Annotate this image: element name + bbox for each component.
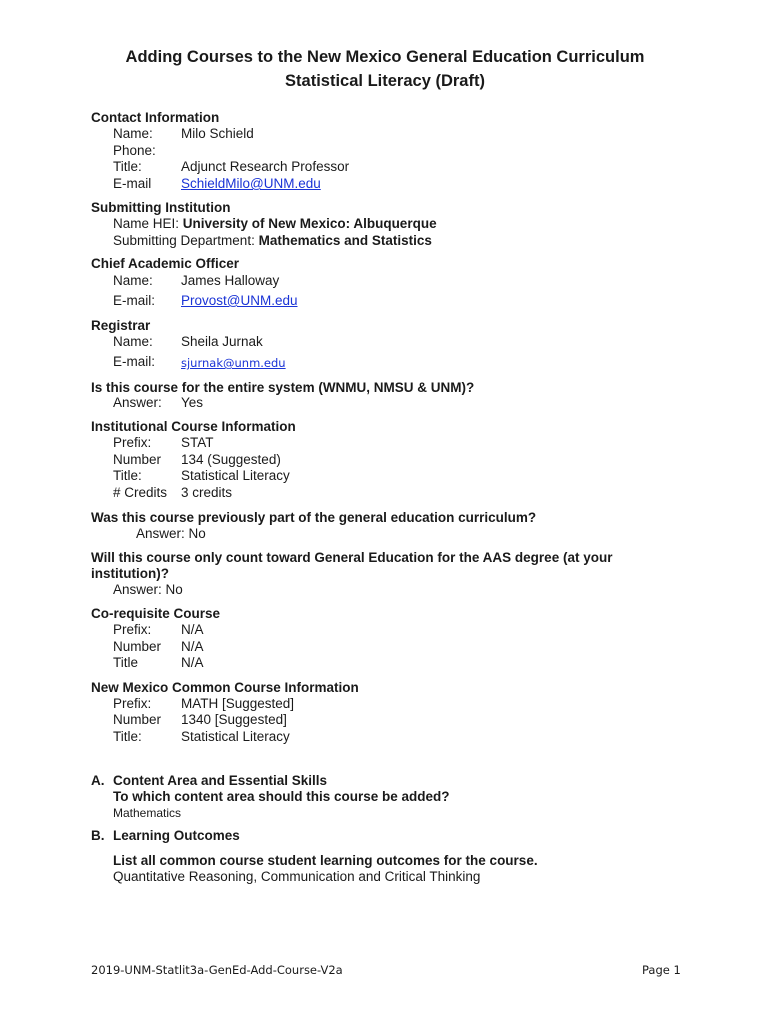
section-b-question: List all common course student learning outcomes for the course.: [113, 853, 538, 868]
previous-answer: Answer: No: [136, 526, 206, 541]
cao-name-label: Name:: [113, 273, 153, 288]
section-b-heading: Learning Outcomes: [113, 828, 240, 843]
contact-phone-label: Phone:: [113, 143, 156, 158]
section-a-answer: Mathematics: [113, 806, 182, 820]
coreq-title-label: Title: [113, 655, 139, 670]
registrar-heading: Registrar: [91, 318, 151, 333]
coreq-heading: Co-requisite Course: [91, 606, 221, 621]
nmcommon-prefix-label: Prefix:: [113, 696, 152, 711]
system-question: Is this course for the entire system (WNMU, NMSU & UNM)?: [91, 380, 475, 395]
footer-page-number: Page 1: [642, 963, 681, 977]
institutional-title: Statistical Literacy: [181, 468, 290, 483]
document-title-line1: Adding Courses to the New Mexico General Education Curriculum: [125, 48, 645, 66]
coreq-number: N/A: [181, 639, 204, 654]
institution-dept: Mathematics and Statistics: [258, 233, 432, 248]
institutional-number: 134 (Suggested): [181, 452, 281, 467]
contact-email-label: E-mail: [113, 176, 152, 191]
contact-email-link[interactable]: SchieldMilo@UNM.edu: [181, 176, 321, 191]
footer-doc-id: 2019-UNM-Statlit3a-GenEd-Add-Course-V2a: [91, 963, 343, 977]
contact-heading: Contact Information: [91, 110, 220, 125]
contact-title: Adjunct Research Professor: [181, 159, 350, 174]
institutional-credits-label: # Credits: [113, 485, 168, 500]
institution-heading: Submitting Institution: [91, 200, 231, 215]
cao-email-link[interactable]: Provost@UNM.edu: [181, 293, 298, 308]
aas-answer: Answer: No: [113, 582, 183, 597]
document-title-line2: Statistical Literacy (Draft): [285, 72, 485, 90]
institutional-prefix: STAT: [181, 435, 214, 450]
institutional-credits: 3 credits: [181, 485, 233, 500]
system-answer: Yes: [181, 395, 204, 410]
institutional-number-label: Number: [113, 452, 162, 467]
cao-name: James Halloway: [181, 273, 280, 288]
nmcommon-prefix: MATH [Suggested]: [181, 696, 295, 711]
registrar-email-link[interactable]: sjurnak@unm.edu: [181, 356, 286, 370]
institutional-prefix-label: Prefix:: [113, 435, 152, 450]
cao-heading: Chief Academic Officer: [91, 256, 240, 271]
institution-dept-label: Submitting Department:: [113, 233, 259, 248]
previous-question: Was this course previously part of the general education curriculum?: [91, 510, 537, 525]
coreq-prefix: N/A: [181, 622, 204, 637]
institutional-title-label: Title:: [113, 468, 142, 483]
section-b-marker: B.: [91, 828, 105, 843]
contact-name: Milo Schield: [181, 126, 254, 141]
nmcommon-title: Statistical Literacy: [181, 729, 290, 744]
cao-email-label: E-mail:: [113, 293, 156, 308]
section-a-heading: Content Area and Essential Skills: [113, 773, 328, 788]
registrar-name: Sheila Jurnak: [181, 334, 263, 349]
institution-hei-row: [113, 216, 437, 232]
coreq-prefix-label: Prefix:: [113, 622, 152, 637]
contact-title-label: Title:: [113, 159, 142, 174]
section-b-answer: Quantitative Reasoning, Communication and Critical Thinking: [113, 869, 481, 884]
section-a-marker: A.: [91, 773, 105, 788]
contact-name-label: Name:: [113, 126, 153, 141]
registrar-email-label: E-mail:: [113, 354, 156, 369]
aas-question-line2: institution)?: [91, 566, 169, 581]
system-answer-label: Answer:: [113, 395, 162, 410]
section-a-question: To which content area should this course be added?: [113, 789, 450, 804]
aas-question-line1: Will this course only count toward General Education for the AAS degree (at your: [91, 550, 613, 565]
institution-hei: University of New Mexico: Albuquerque: [182, 216, 437, 231]
nmcommon-title-label: Title:: [113, 729, 142, 744]
nmcommon-number: 1340 [Suggested]: [181, 712, 287, 727]
institutional-heading: Institutional Course Information: [91, 419, 296, 434]
coreq-title: N/A: [181, 655, 204, 670]
coreq-number-label: Number: [113, 639, 162, 654]
nmcommon-heading: New Mexico Common Course Information: [91, 680, 359, 695]
institution-hei-label: Name HEI:: [113, 216, 183, 231]
institution-dept-row: [113, 233, 432, 249]
nmcommon-number-label: Number: [113, 712, 162, 727]
registrar-name-label: Name:: [113, 334, 153, 349]
